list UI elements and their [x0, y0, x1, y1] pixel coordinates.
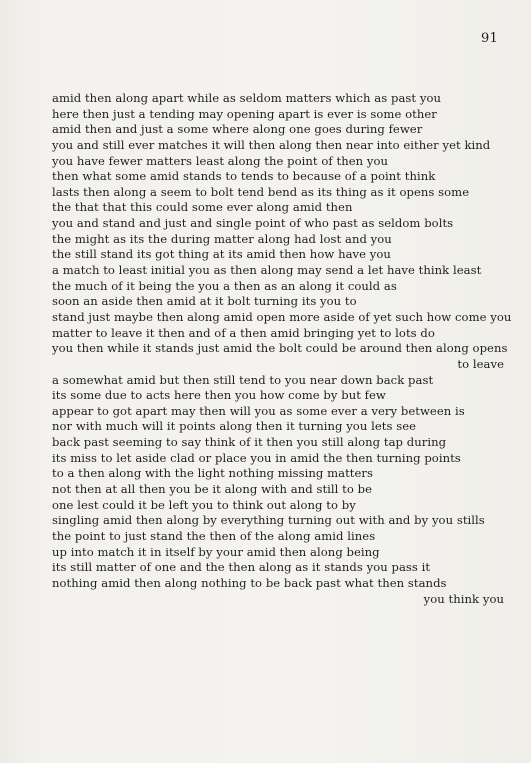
poem-line: you and stand and just and single point of who past as seldom bolts [52, 216, 454, 231]
poem-line: its some due to acts here then you how come by but few [52, 388, 386, 403]
poem-line: then what some amid stands to tends to because of a point think [52, 169, 436, 184]
poem-line: you and still ever matches it will then along then near into either yet kind [52, 137, 491, 152]
poem-line: the might as its the during matter along had lost and you [52, 231, 392, 246]
poem-line: here then just a tending may opening apart is ever is some other [52, 106, 437, 121]
poem-line: amid then along apart while as seldom matters which as past you [52, 91, 441, 105]
poem-body [52, 91, 512, 607]
poem-line: you think you [423, 591, 504, 606]
poem-line: a match to least initial you as then along may send a let have think least [52, 263, 482, 278]
page-number: 91 [481, 31, 498, 46]
poem-line: one lest could it be left you to think out along to by [52, 497, 356, 512]
poem-line: lasts then along a seem to bolt tend bend as its thing as it opens some [52, 184, 470, 199]
poem-line: to leave [457, 356, 504, 371]
poem-line: a somewhat amid but then still tend to you near down back past [52, 372, 434, 387]
poem-line: back past seeming to say think of it then you still along tap during [52, 435, 447, 450]
poem-line: stand just maybe then along amid open more aside of yet such how come you [52, 309, 512, 324]
poem-line: the still stand its got thing at its amid then how have you [52, 247, 391, 262]
poem-line: amid then and just a some where along one goes during fewer [52, 122, 423, 137]
poem-line: not then at all then you be it along with and still to be [52, 482, 373, 497]
poem-line: its still matter of one and the then along as it stands you pass it [52, 560, 431, 575]
poem-line: the much of it being the you a then as an along it could as [52, 278, 397, 293]
poem-line: nothing amid then along nothing to be back past what then stands [52, 575, 447, 590]
poem-line: soon an aside then amid at it bolt turning its you to [52, 294, 357, 309]
poem-line: appear to got apart may then will you as some ever a very between is [52, 403, 465, 418]
poem-line: nor with much will it points along then it turning you lets see [52, 419, 417, 434]
poem-line: to a then along with the light nothing missing matters [52, 466, 374, 481]
poem-line: you then while it stands just amid the bolt could be around then along opens [52, 341, 508, 356]
poem-line: you have fewer matters least along the point of then you [52, 153, 389, 168]
poem-line: matter to leave it then and of a then amid bringing yet to lots do [52, 325, 435, 340]
poem-line: up into match it in itself by your amid then along being [52, 544, 380, 559]
poem-line: the that that this could some ever along amid then [52, 200, 353, 215]
poem-line: its miss to let aside clad or place you in amid the then turning points [52, 450, 461, 465]
poem-line: the point to just stand the then of the along amid lines [52, 528, 376, 543]
poem-line: singling amid then along by everything turning out with and by you stills [52, 513, 485, 528]
